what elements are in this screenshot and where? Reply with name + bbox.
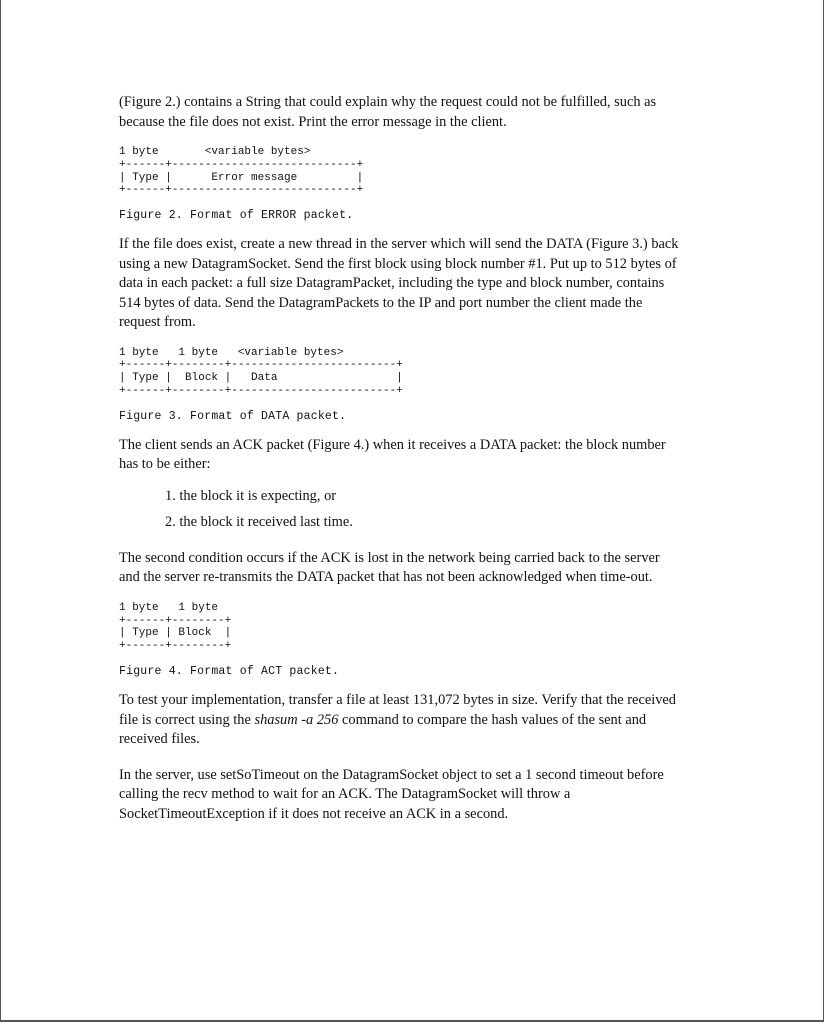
list-item: 1. the block it is expecting, or [165,487,337,504]
figure-2-caption: Figure 2. Format of ERROR packet. [119,209,354,223]
document-content [119,93,679,824]
shasum-command: shasum -a 256 [254,711,339,728]
test-text-before: To test your implementation, transfer a file at least 131,072 bytes in size. Verify that the received file is correct using the [119,692,676,728]
figure-3-diagram: 1 byte 1 byte <variable bytes> +------+--------+-------------------------+ | Type | Block | Data | +------+--------+-------------------------+ [119,346,403,398]
paragraph-test [119,691,679,750]
paragraph-error-intro: (Figure 2.) contains a String that could explain why the request could not be fulfilled, such as because the file does not exist. Print the error message in the client. [119,94,657,130]
figure-4-caption: Figure 4. Format of ACT packet. [119,665,340,679]
block-number-list [119,487,679,533]
test-text-after: command to compare the hash values of the sent and received files. [119,711,647,748]
figure-2-diagram: 1 byte <variable bytes> +------+----------------------------+ | Type | Error message | +------+----------------------------+ [119,146,364,197]
paragraph-data-packet: If the file does exist, create a new thread in the server which will send the DATA (Figure 3.) back using a new DatagramSocket. Send the first block using block number #1. Put up to 512 bytes of data in each packet: a full size DatagramPacket, including the type and block number, contains 514 bytes of data. Send the DatagramPackets to the IP and port number the client made the request from. [119,236,679,331]
paragraph-ack-packet: The client sends an ACK packet (Figure 4.) when it receives a DATA packet: the block number has to be either: [119,436,666,473]
list-item: 2. the block it received last time. [165,514,353,531]
paragraph-second-condition: The second condition occurs if the ACK is lost in the network being carried back to the server and the server re-transmits the DATA packet that has not been acknowledged when time-out. [119,549,660,586]
figure-4-diagram: 1 byte 1 byte +------+--------+ | Type | Block | +------+--------+ [119,601,232,653]
figure-3-caption: Figure 3. Format of DATA packet. [119,409,347,423]
paragraph-server-timeout: In the server, use setSoTimeout on the DatagramSocket object to set a 1 second timeout before calling the recv method to wait for an ACK. The DatagramSocket will throw a SocketTimeoutException if it does not receive an ACK in a second. [119,766,664,822]
